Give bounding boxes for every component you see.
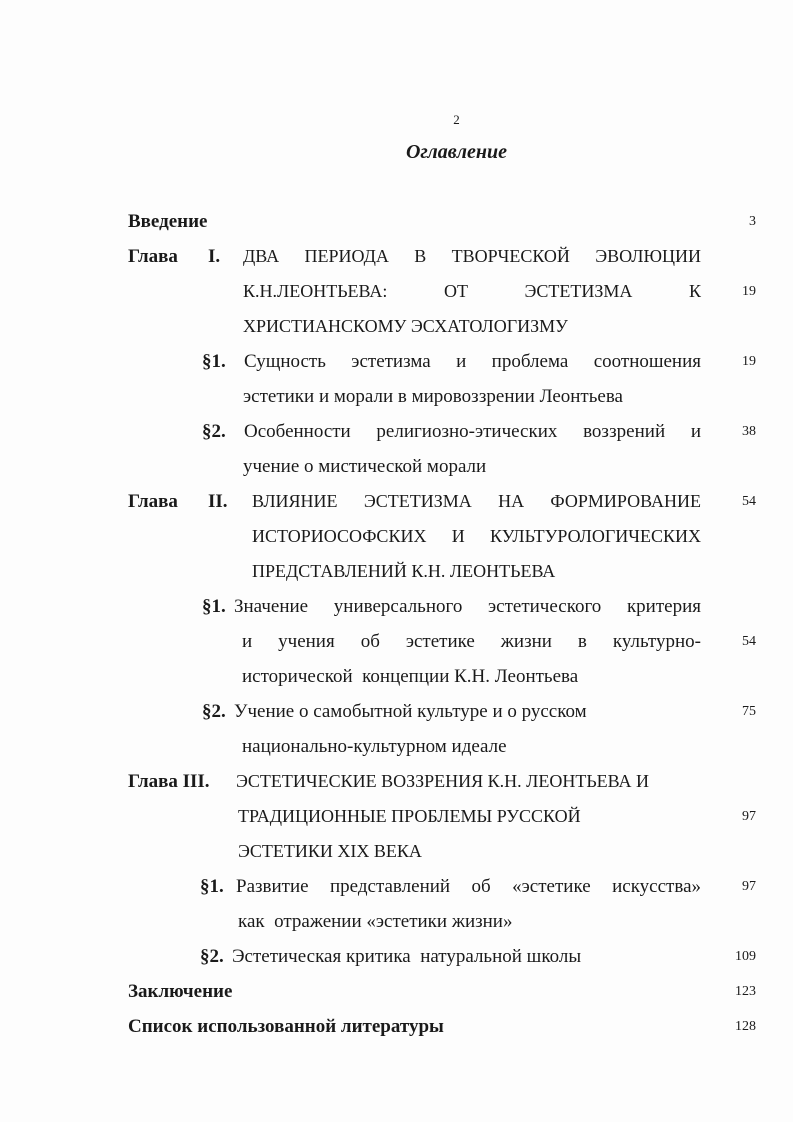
section-line2: учение о мистической морали [243,456,487,477]
toc-ch1-sec2-line2 [128,449,756,484]
section-word: представлений [330,876,451,897]
chapter2-page: 54 [742,494,756,509]
section-mark: §2. [200,946,224,967]
chapter3-page: 97 [742,809,756,824]
chapter1-word: ДВА [243,246,280,266]
section-word: Значение [234,596,309,617]
toc-ch2-sec1[interactable] [128,589,756,624]
chapter3-line3: ЭСТЕТИКИ XIX ВЕКА [238,841,422,861]
toc-intro-page: 3 [749,214,756,229]
chapter1-line3: ХРИСТИАНСКОМУ ЭСХАТОЛОГИЗМУ [243,316,568,336]
section-line1: Эстетическая критика натуральной школы [232,946,582,967]
section-mark: §1. [200,876,224,897]
toc-bibliography-label: Список использованной литературы [128,1016,444,1037]
chapter1-word: ОТ [443,281,468,301]
section-word: жизни [500,631,552,652]
section-word: и [690,421,701,442]
section-line2: как отражении «эстетики жизни» [238,911,513,932]
chapter3-line1: ЭСТЕТИЧЕСКИЕ ВОЗЗРЕНИЯ К.Н. ЛЕОНТЬЕВА И [236,771,650,791]
section-word: эстетического [488,596,602,617]
toc-chapter3-line3 [128,834,756,869]
chapter1-page: 19 [742,284,756,299]
page-title: Оглавление [405,141,507,163]
section-mark: §1. [202,596,226,617]
toc-ch1-sec2[interactable] [128,414,756,449]
section-page: 19 [742,354,756,369]
section-line2: эстетики и морали в мировоззрении Леонтьева [243,386,623,407]
section-mark: §1. [202,351,226,372]
toc-bibliography[interactable] [128,1009,756,1044]
toc-bibliography-page: 128 [735,1019,756,1034]
section-mark: §2. [202,701,226,722]
chapter1-word: ТВОРЧЕСКОЙ [451,246,570,266]
page-number: 2 [453,112,460,127]
chapter2-word: ЭСТЕТИЗМА [363,491,472,511]
toc-chapter3-line2 [128,799,756,834]
toc-conclusion-page: 123 [735,984,756,999]
section-line3: исторической концепции К.Н. Леонтьева [242,666,579,687]
chapter1-numeral: I. [208,246,221,267]
toc-ch2-sec1-line3 [128,659,756,694]
chapter1-label: Глава [128,246,178,267]
section-word: «эстетике [512,876,591,897]
chapter2-word: КУЛЬТУРОЛОГИЧЕСКИХ [490,526,701,546]
section-word: религиозно-этических [376,421,558,442]
toc-chapter1-line3 [128,309,756,344]
toc-chapter2-line2 [128,519,756,554]
section-word: соотношения [593,351,701,372]
chapter1-word: К.Н.ЛЕОНТЬЕВА: [243,281,388,301]
section-page: 54 [742,634,756,649]
chapter1-word: В [414,246,427,266]
toc-chapter1-line2 [128,274,756,309]
section-word: и [456,351,467,372]
section-word: искусства» [612,876,701,897]
section-word: учения [278,631,335,652]
toc-conclusion[interactable] [128,974,756,1009]
toc-ch1-sec1[interactable] [128,344,756,379]
section-word: об [471,876,491,897]
section-word: культурно- [612,631,701,652]
chapter1-word: ЭСТЕТИЗМА [524,281,633,301]
toc-ch2-sec2[interactable] [128,694,756,729]
table-of-contents [128,204,756,1044]
section-page: 75 [742,704,756,719]
section-line1: Учение о самобытной культуре и о русском [234,701,587,722]
section-word: воззрений [583,421,666,442]
section-word: эстетике [405,631,475,652]
section-word: проблема [491,351,569,372]
toc-chapter2-line3 [128,554,756,589]
toc-conclusion-label: Заключение [128,981,233,1002]
section-word: универсального [333,596,463,617]
toc-intro[interactable] [128,204,756,239]
toc-ch2-sec2-line2 [128,729,756,764]
toc-chapter2-line1[interactable] [128,484,756,519]
chapter2-word: И [451,526,465,546]
section-word: эстетизма [351,351,431,372]
chapter2-line3: ПРЕДСТАВЛЕНИЙ К.Н. ЛЕОНТЬЕВА [252,561,556,581]
section-word: Развитие [236,876,309,897]
chapter2-label: Глава [128,491,178,512]
chapter2-word: НА [498,491,525,511]
toc-chapter1-line1[interactable] [128,239,756,274]
toc-ch2-sec1-line2 [128,624,756,659]
chapter1-word: ПЕРИОДА [304,246,389,266]
toc-intro-label: Введение [128,211,208,232]
section-page: 109 [735,949,756,964]
section-page: 97 [742,879,756,894]
section-page: 38 [742,424,756,439]
section-word: и [242,631,253,652]
chapter2-word: ФОРМИРОВАНИЕ [550,491,701,511]
toc-ch3-sec1[interactable] [128,869,756,904]
section-word: Особенности [244,421,351,442]
chapter3-line2: ТРАДИЦИОННЫЕ ПРОБЛЕМЫ РУССКОЙ [238,806,581,826]
chapter1-word: К [688,281,701,301]
section-word: в [577,631,587,652]
section-word: об [360,631,380,652]
toc-ch1-sec1-line2 [128,379,756,414]
chapter2-numeral: II. [208,491,228,512]
chapter1-word: ЭВОЛЮЦИИ [595,246,701,266]
toc-chapter3-line1[interactable] [128,764,756,799]
chapter2-word: ВЛИЯНИЕ [252,491,338,511]
section-mark: §2. [202,421,226,442]
toc-ch3-sec1-line2 [128,904,756,939]
section-line2: национально-культурном идеале [242,736,507,757]
section-word: Сущность [244,351,326,372]
section-word: критерия [626,596,701,617]
toc-ch3-sec2[interactable] [128,939,756,974]
chapter3-label: Глава III. [128,771,210,792]
chapter2-word: ИСТОРИОСОФСКИХ [252,526,427,546]
